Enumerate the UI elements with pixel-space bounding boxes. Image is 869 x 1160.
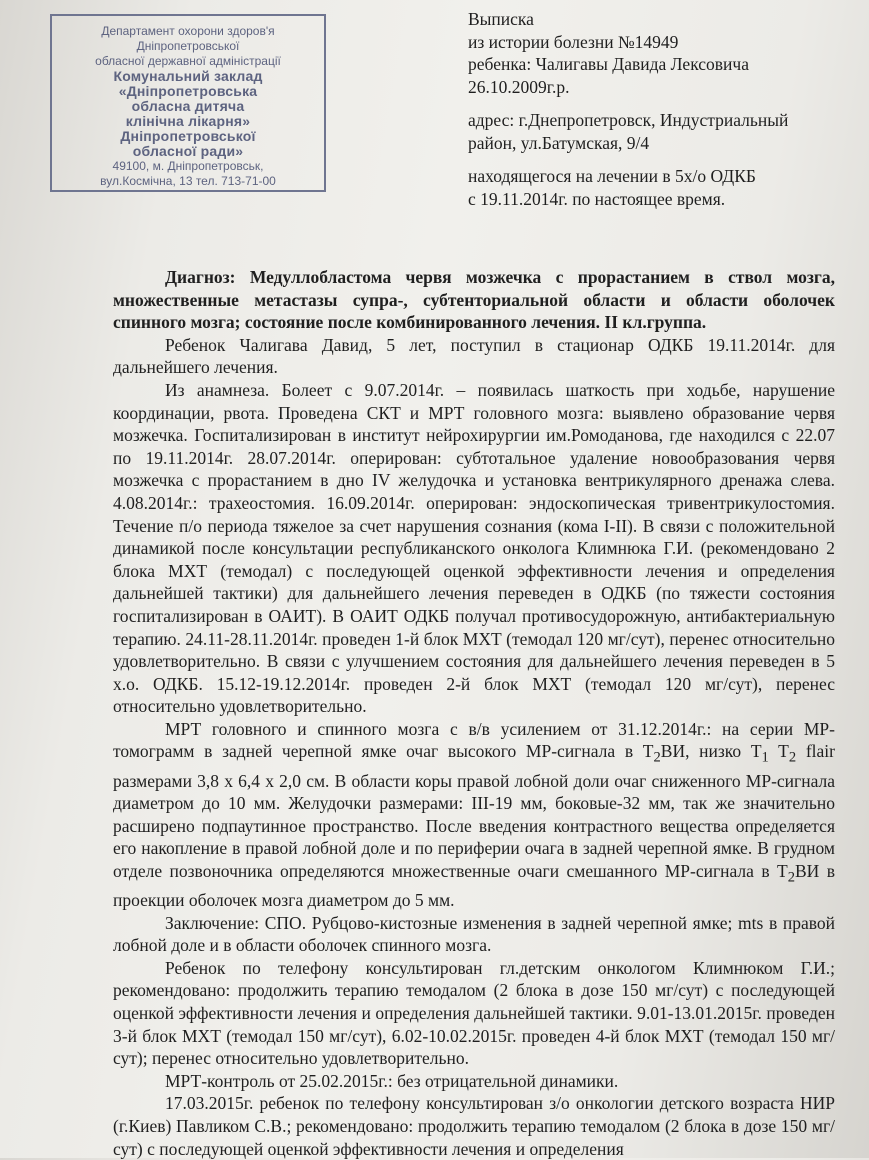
document-title: Выписка [468, 9, 534, 29]
subscript: 1 [761, 749, 769, 766]
mri-text: flair размерами 3,8 x 6,4 x 2,0 см. В области коры правой лобной доли очаг сниженного МР-сигнала диаметром до 10 мм. Желудочки размерами: III-19 мм, боковые-32 мм, так же значительно расширено подпаутинное пространство. После введения контрастного вещества определяется его накопление в правой лобной доле и по периферии очага в задней черепной ямке. В грудном отделе позвоночника определяются множественные очаги смешанного МР-сигнала в T [113, 741, 835, 881]
mri-text: ВИ в проекции оболочек мозга диаметром до 5 мм. [113, 860, 835, 911]
patient-address: адрес: г.Днепропетровск, Индустриальный [468, 110, 789, 130]
conclusion-paragraph: Заключение: СПО. Рубцово-кистозные изменения в задней черепной ямке; mts в правой лобной доле и в области оболочек спинного мозга. [113, 912, 835, 956]
stamp-line: обласної державної адміністрації [95, 54, 281, 68]
treatment-period: с 19.11.2014г. по настоящее время. [468, 188, 726, 209]
mri-text: ВИ, низко T [660, 741, 762, 762]
document-body [113, 266, 835, 1160]
institution-stamp [50, 14, 326, 192]
subscript: 2 [787, 869, 795, 886]
subscript: 2 [653, 749, 661, 766]
stamp-line: Департамент охорони здоров'я [101, 24, 275, 38]
treatment-location: находящегося на лечении в 5х/о ОДКБ [468, 166, 756, 186]
stamp-line: обласна дитяча [131, 98, 245, 114]
stamp-line: Дніпропетровської [136, 39, 240, 53]
document-header [468, 8, 858, 210]
mri-text: T [768, 741, 789, 762]
mri-text: МРТ головного и спинного мозга с в/в усилением от 31.12.2014г.: на серии МР-томограмм в задней черепной ямке очаг высокого МР-сигнала в T [113, 718, 835, 762]
stamp-line: Дніпропетровської [120, 128, 256, 144]
stamp-line: 49100, м. Дніпропетровськ, [112, 159, 264, 173]
mri-paragraph [113, 718, 835, 912]
stamp-line: Комунальний заклад [113, 68, 263, 84]
kiev-consultation-paragraph: 17.03.2015г. ребенок по телефону консультирован з/о онкологии детского возраста НИР (г.Киев) Павликом С.В.; рекомендовано: продолжить терапию темодалом (2 блока в дозе 150 мг/сут) с последующей оценкой эффективности лечения и определения [113, 1093, 835, 1159]
patient-birthdate: 26.10.2009г.р. [468, 76, 570, 97]
anamnesis-paragraph: Из анамнеза. Болеет с 9.07.2014г. – появилась шаткость при ходьбе, нарушение координации, рвота. Проведена СКТ и МРТ головного мозга: выявлено образование червя мозжечка. Госпитализирован в институт нейрохирургии им.Ромоданова, где находился с 22.07 по 19.11.2014г. 28.07.2014г. оперирован: субтотальное удаление новообразования червя мозжечка с прорастанием в дно IV желудочка и установка вентрикулярного дренажа слева. 4.08.2014г.: трахеостомия. 16.09.2014г. оперирован: эндоскопическая тривентрикулостомия. Течение п/о периода тяжелое за счет нарушения сознания (кома I-II). В связи с положительной динамикой после консультации республиканского онколога Климнюка Г.И. (рекомендовано 2 блока МХТ (темодал) с последующей оценкой эффективности лечения и определения дальнейшей тактики) для дальнейшего лечения переведен в ОДКБ (по тяжести состояния госпитализирован в ОАИТ). В ОАИТ ОДКБ получал противосудорожную, антибактериальную терапию. 24.11-28.11.2014г. проведен 1-й блок МХТ (темодал 120 мг/сут), перенес относительно удовлетворительно. В связи с улучшением состояния для дальнейшего лечения переведен в 5 х.о. ОДКБ. 15.12-19.12.2014г. проведен 2-й блок МХТ (темодал 120 мг/сут), перенес относительно удовлетворительно. [113, 379, 835, 717]
stamp-line: обласної ради» [132, 143, 244, 159]
stamp-line: «Дніпропетровська [118, 83, 258, 99]
history-number: из истории болезни №14949 [468, 31, 679, 52]
patient-name: ребенка: Чалигавы Давида Лексовича [468, 54, 749, 74]
stamp-line: вул.Космічна, 13 тел. 713-71-00 [100, 174, 276, 188]
diagnosis: Диагноз: Медуллобластома червя мозжечка с прорастанием в ствол мозга, множественные метастазы супра-, субтенториальной области и области оболочек спинного мозга; состояние после комбинированного лечения. II кл.группа. [113, 267, 835, 333]
subscript: 2 [788, 749, 797, 766]
patient-address-cont: район, ул.Батумская, 9/4 [468, 132, 650, 153]
consultation-paragraph: Ребенок по телефону консультирован гл.детским онкологом Климнюком Г.И.; рекомендовано: продолжить терапию темодалом (2 блока в дозе 150 мг/сут) с последующей оценкой эффективности лечения и определения дальнейшей тактики. 9.01-13.01.2015г. проведен 3-й блок МХТ (темодал 150 мг/сут), 6.02-10.02.2015г. проведен 4-й блок МХТ (темодал 150 мг/сут); перенес относительно удовлетворительно. [113, 957, 835, 1069]
admission-paragraph: Ребенок Чалигава Давид, 5 лет, поступил в стационар ОДКБ 19.11.2014г. для дальнейшего лечения. [113, 334, 835, 378]
mri-control-paragraph: МРТ-контроль от 25.02.2015г.: без отрицательной динамики. [165, 1070, 619, 1091]
stamp-line: клінічна лікарня» [125, 113, 251, 129]
